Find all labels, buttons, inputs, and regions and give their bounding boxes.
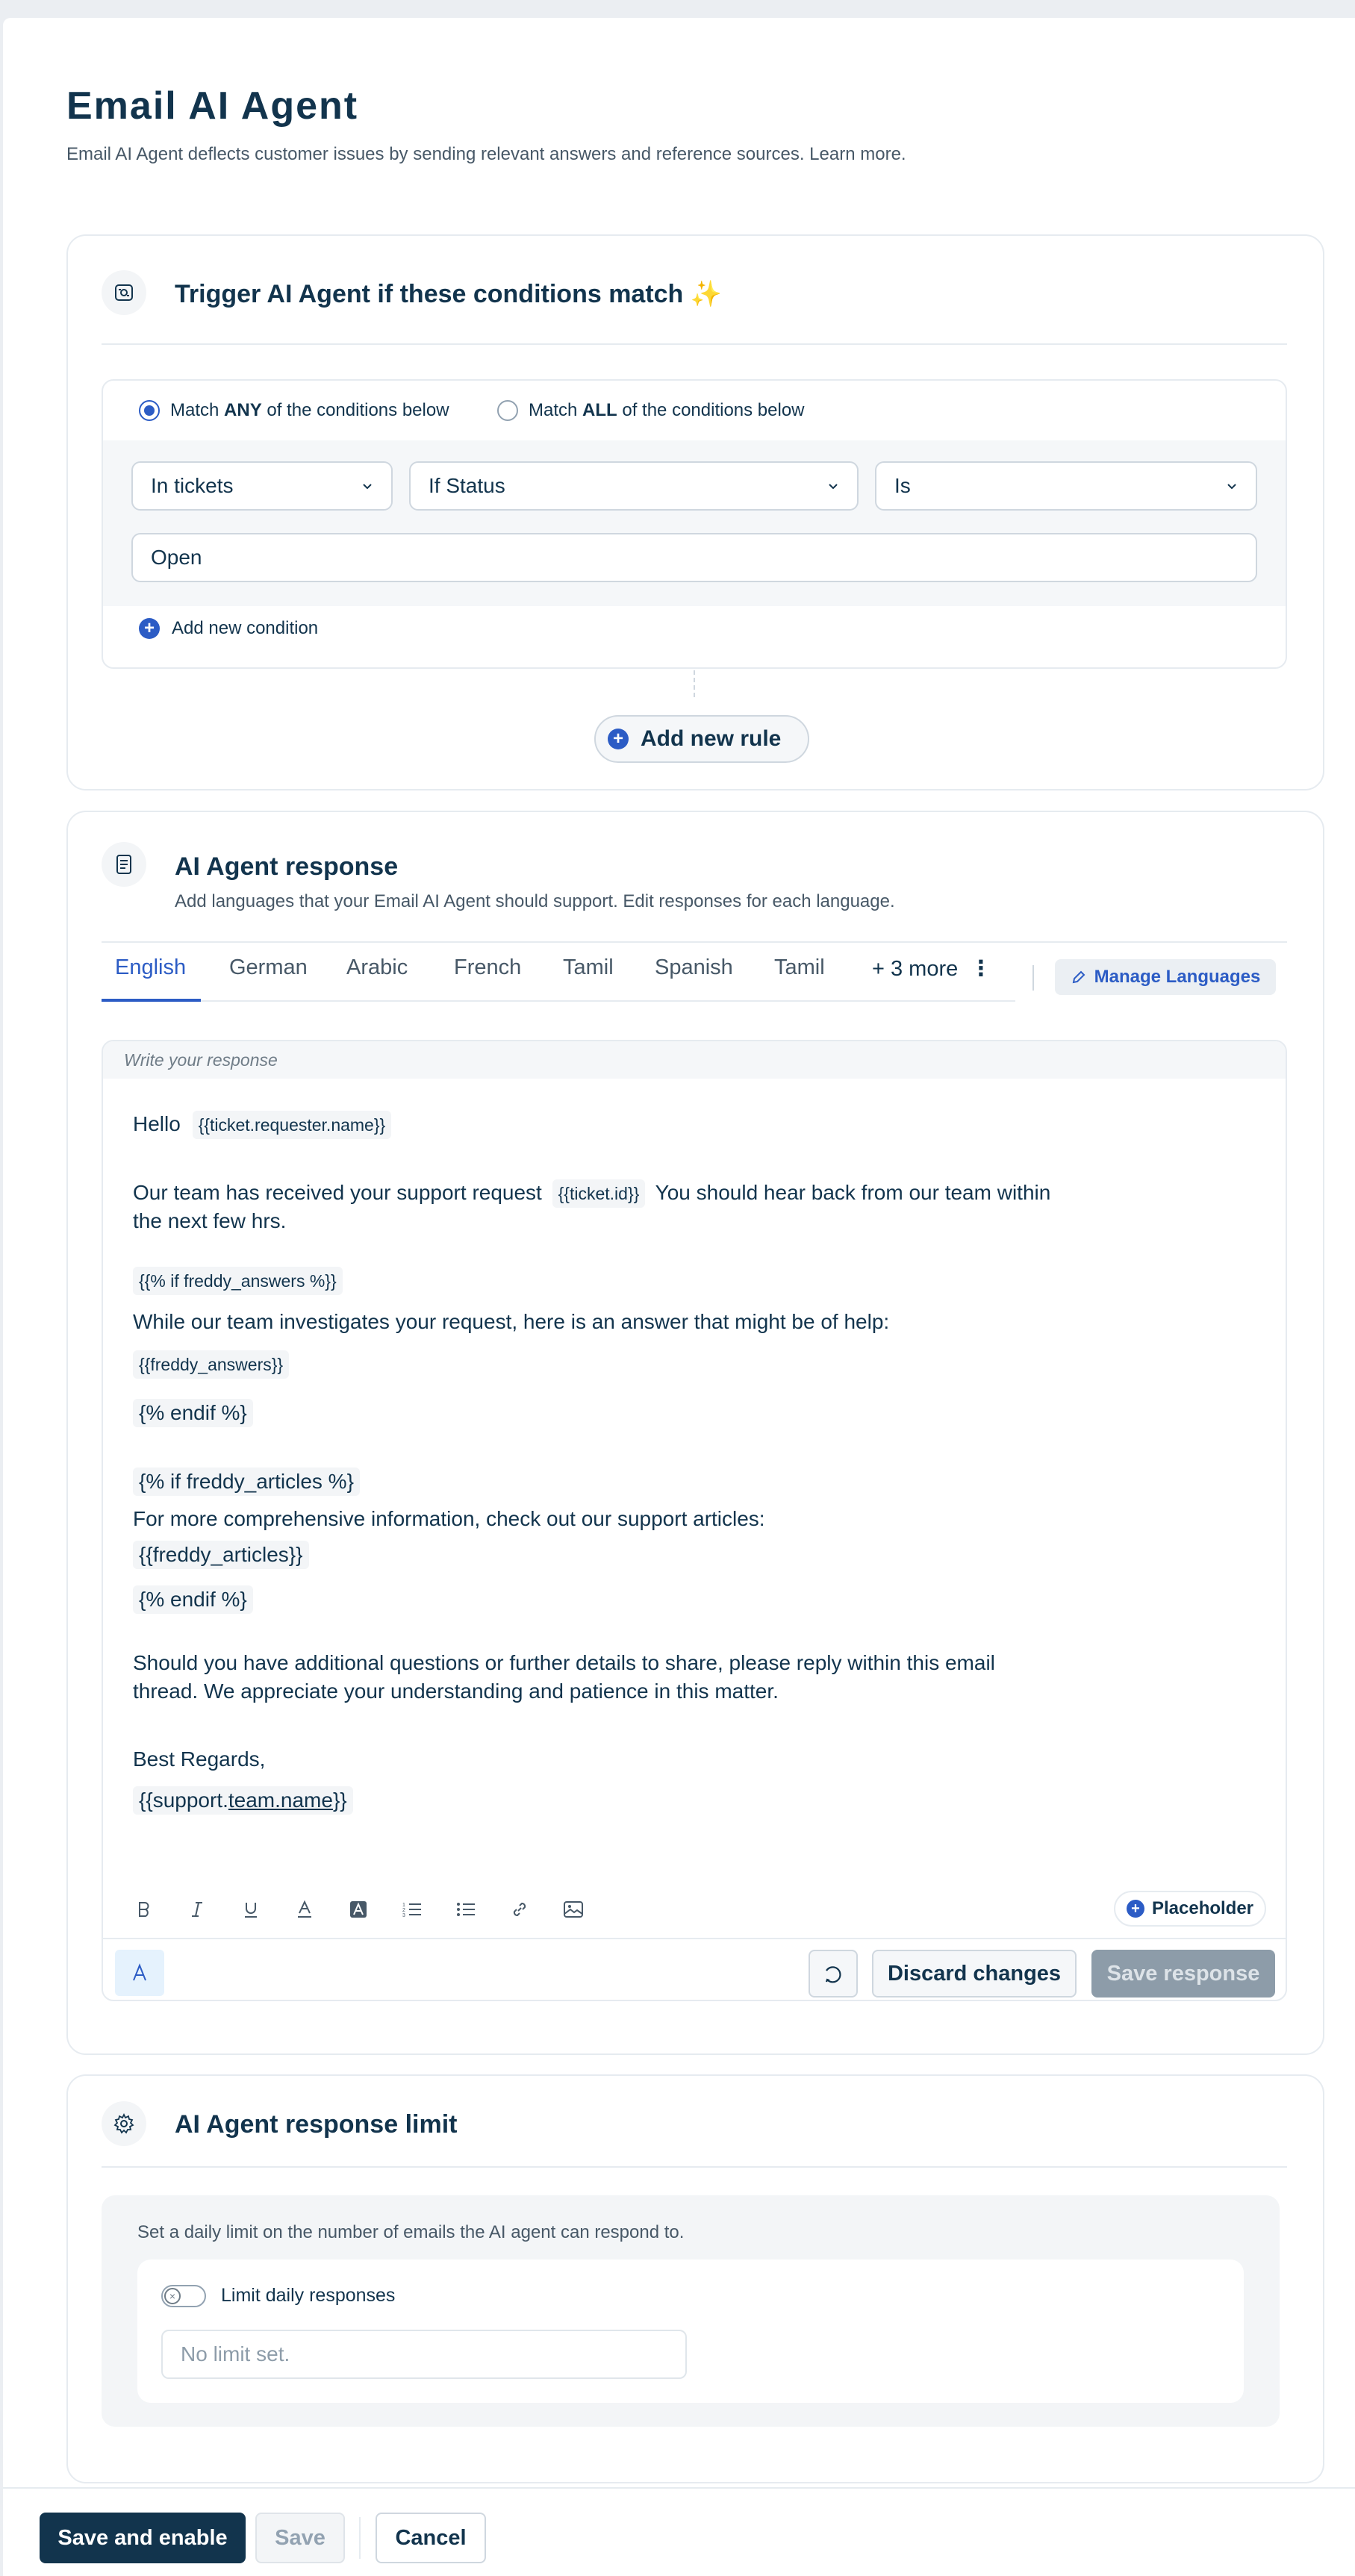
tab-tamil[interactable]: Tamil (563, 955, 614, 979)
placeholder-label: Placeholder (1151, 1898, 1254, 1918)
if-articles-line (133, 1468, 360, 1496)
next-hrs-text: the next few hrs. (133, 1209, 287, 1232)
greeting-line (133, 1110, 391, 1139)
hear-back-text: You should hear back from our team within (655, 1181, 1051, 1204)
limit-toggle[interactable] (161, 2285, 206, 2307)
active-tab-indicator (102, 999, 201, 1002)
page-title: Email AI Agent (66, 84, 359, 128)
placeholder-if-articles[interactable]: {% if freddy_articles %} (133, 1468, 360, 1496)
condition-value: Open (151, 546, 202, 569)
tab-spanish[interactable]: Spanish (655, 955, 733, 979)
image-icon[interactable] (558, 1894, 588, 1924)
response-divider (102, 941, 1287, 943)
endif1-line (133, 1399, 253, 1427)
placeholder-button[interactable] (1114, 1891, 1266, 1927)
trigger-divider (102, 343, 1287, 345)
save-and-enable-button[interactable]: Save and enable (40, 2513, 246, 2563)
team-part-a: {{support. (139, 1788, 228, 1812)
plus-icon: + (139, 618, 160, 639)
font-icon[interactable] (115, 1950, 164, 1996)
field-select[interactable] (409, 461, 859, 511)
discard-changes-button[interactable]: Discard changes (872, 1950, 1077, 1998)
condition-row (103, 440, 1286, 606)
page (3, 18, 1355, 2576)
response-card (66, 811, 1324, 2055)
articles-line (133, 1541, 309, 1569)
tab-more[interactable] (872, 955, 991, 982)
closing-text-2: thread. We appreciate your understanding and patience in this matter. (133, 1680, 779, 1703)
manage-languages-label: Manage Languages (1094, 967, 1261, 987)
limit-divider (102, 2166, 1287, 2168)
add-condition-label: Add new condition (172, 618, 319, 638)
document-icon (102, 842, 146, 887)
articles-text: For more comprehensive information, check out our support articles: (133, 1507, 765, 1530)
limit-panel (102, 2195, 1280, 2427)
match-all-prefix: Match (529, 400, 583, 420)
more-languages-label: + 3 more (872, 957, 959, 981)
underline-icon[interactable] (236, 1894, 266, 1924)
trigger-title (175, 279, 722, 309)
bullet-list-icon[interactable] (451, 1894, 481, 1924)
tab-english[interactable]: English (115, 955, 187, 979)
add-rule-label: Add new rule (641, 726, 782, 751)
limit-description: Set a daily limit on the number of emails the AI agent can respond to. (137, 2222, 685, 2242)
refresh-icon[interactable] (809, 1950, 858, 1998)
answers-text: While our team investigates your request, here is an answer that might be of help: (133, 1310, 890, 1333)
limit-card (66, 2074, 1324, 2483)
manage-languages-button[interactable] (1055, 959, 1276, 995)
response-title: AI Agent response (175, 852, 399, 881)
svg-text:3: 3 (402, 1913, 405, 1918)
cancel-button[interactable]: Cancel (376, 2513, 486, 2563)
plus-icon: + (608, 729, 629, 749)
team-line (133, 1786, 353, 1815)
editor-footer (103, 1938, 1286, 2001)
closing-text-1: Should you have additional questions or further details to share, please reply within this email (133, 1651, 995, 1674)
footer-separator (359, 2517, 361, 2559)
save-response-button[interactable]: Save response (1091, 1950, 1275, 1998)
placeholder-if-answers[interactable]: {{% if freddy_answers %}} (133, 1267, 343, 1295)
tab-french[interactable]: French (454, 955, 522, 979)
link-icon[interactable] (505, 1894, 535, 1924)
tabs-separator (1032, 965, 1034, 991)
placeholder-team-name[interactable] (133, 1786, 353, 1815)
numbered-list-icon[interactable] (397, 1894, 427, 1924)
trigger-title-text: Trigger AI Agent if these conditions match (175, 280, 684, 308)
trigger-card (66, 234, 1324, 790)
add-rule-button[interactable] (594, 715, 809, 763)
trigger-icon (102, 270, 146, 315)
font-color-icon[interactable] (290, 1894, 320, 1924)
value-input[interactable] (131, 533, 1257, 582)
response-editor[interactable] (102, 1040, 1287, 2001)
match-any-radio[interactable] (139, 400, 160, 421)
match-all-bold: ALL (582, 400, 617, 420)
team-part-b: team.name (228, 1788, 333, 1812)
kebab-icon: ⋮ (970, 957, 992, 981)
sparkle-icon: ✨ (690, 280, 723, 308)
limit-input[interactable]: No limit set. (161, 2330, 687, 2379)
match-any-bold: ANY (224, 400, 262, 420)
svg-text:2: 2 (402, 1908, 405, 1913)
placeholder-freddy-answers[interactable]: {{freddy_answers}} (133, 1350, 289, 1379)
limit-toggle-label: Limit daily responses (221, 2285, 396, 2306)
tab-german[interactable]: German (229, 955, 308, 979)
save-button[interactable]: Save (255, 2513, 345, 2563)
page-description: Email AI Agent deflects customer issues by sending relevant answers and reference sources. Learn more. (66, 144, 906, 164)
team-part-c: }} (332, 1788, 347, 1812)
condition-group (102, 379, 1287, 669)
field-value: If Status (429, 474, 505, 497)
highlight-icon[interactable] (343, 1894, 373, 1924)
chevron-down-icon (826, 479, 841, 494)
placeholder-freddy-articles[interactable]: {{freddy_articles}} (133, 1541, 309, 1569)
italic-icon[interactable] (182, 1894, 212, 1924)
match-all-option[interactable] (497, 396, 805, 425)
tab-tamil-2[interactable]: Tamil (774, 955, 825, 979)
received-line (133, 1179, 1050, 1208)
match-all-suffix: of the conditions below (617, 400, 805, 420)
gear-icon (102, 2101, 146, 2146)
endif2-line (133, 1585, 253, 1614)
tab-arabic[interactable]: Arabic (346, 955, 408, 979)
rule-connector (694, 670, 695, 697)
placeholder-requester-name[interactable]: {{ticket.requester.name}} (193, 1111, 392, 1139)
svg-text:1: 1 (402, 1903, 405, 1908)
match-any-option[interactable] (139, 396, 449, 425)
chevron-down-icon (1224, 479, 1239, 494)
received-text: Our team has received your support request (133, 1181, 542, 1204)
operator-value: Is (894, 474, 911, 497)
scope-select[interactable] (131, 461, 393, 511)
regards-text: Best Regards, (133, 1747, 266, 1771)
scope-value: In tickets (151, 474, 234, 497)
language-tabs (102, 945, 1015, 1002)
operator-select[interactable] (875, 461, 1257, 511)
limit-title: AI Agent response limit (175, 2110, 458, 2139)
match-any-prefix: Match (170, 400, 225, 420)
if-answers-line (133, 1266, 343, 1295)
bold-icon[interactable] (128, 1894, 158, 1924)
limit-settings (137, 2260, 1244, 2403)
placeholder-endif-2[interactable]: {% endif %} (133, 1585, 253, 1614)
answers-line (133, 1350, 289, 1379)
editor-placeholder: Write your response (103, 1041, 1286, 1079)
match-any-suffix: of the conditions below (261, 400, 449, 420)
placeholder-endif-1[interactable]: {% endif %} (133, 1399, 253, 1427)
greeting-text: Hello (133, 1112, 181, 1135)
response-subtitle: Add languages that your Email AI Agent should support. Edit responses for each language. (175, 891, 895, 911)
plus-icon: + (1127, 1900, 1144, 1918)
pencil-icon (1071, 969, 1087, 985)
match-all-radio[interactable] (497, 400, 518, 421)
close-icon: × (164, 2288, 181, 2304)
add-condition-button[interactable] (139, 618, 318, 639)
chevron-down-icon (360, 479, 375, 494)
placeholder-ticket-id[interactable]: {{ticket.id}} (552, 1179, 646, 1208)
